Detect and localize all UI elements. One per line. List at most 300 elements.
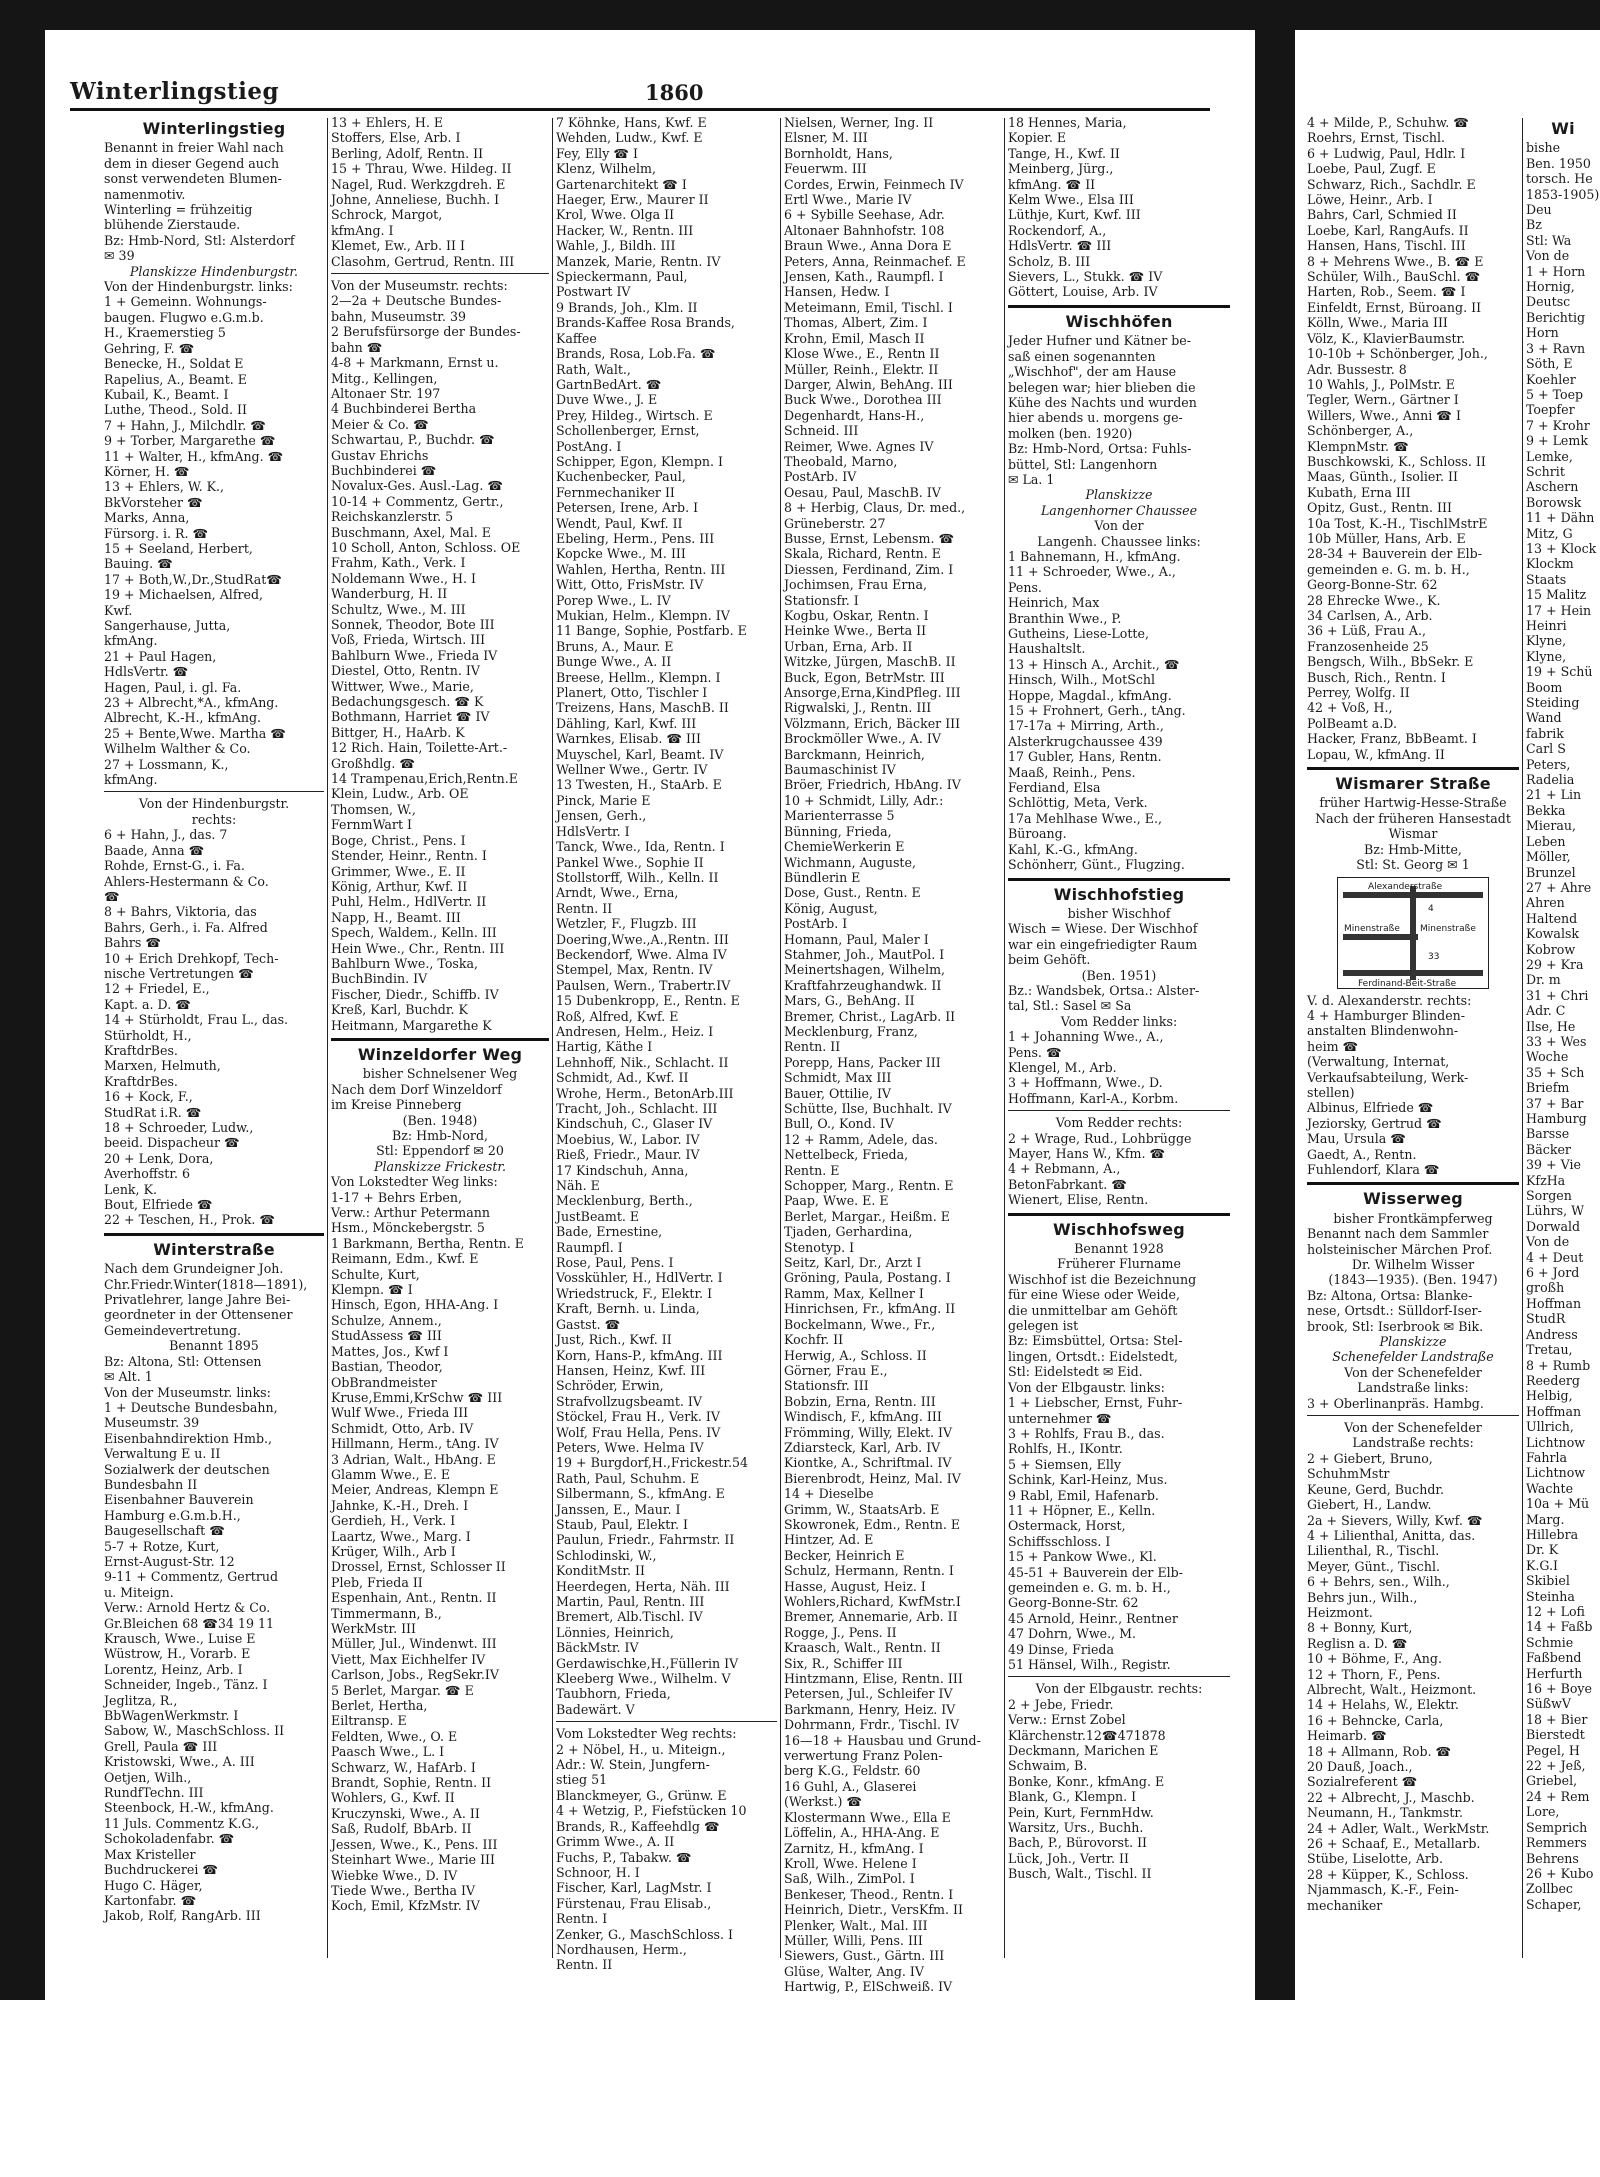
directory-entry: Hillmann, Herm., tAng. IV	[331, 1436, 499, 1452]
directory-entry: Breese, Hellm., Klempn. I	[556, 669, 721, 685]
directory-entry: 9-11 + Commentz, Gertrud	[104, 1569, 279, 1585]
directory-entry: Bahrs, Carl, Schmied II	[1307, 207, 1457, 223]
directory-entry: Clasohm, Gertrud, Rentn. III	[331, 253, 515, 269]
sketch-reference: Planskizze Frickestr.	[373, 1158, 507, 1174]
directory-entry: KlempnMstr. ☎	[1307, 438, 1409, 454]
directory-entry: Von der Schenefelder	[1344, 1420, 1482, 1436]
directory-entry: nese, Ortsdt.: Sülldorf-Iser-	[1307, 1303, 1482, 1319]
directory-entry: Lönnies, Heinrich,	[556, 1624, 674, 1640]
directory-entry: 12 + Friedel, E.,	[104, 981, 210, 997]
directory-entry: Heinrich, Max	[1008, 595, 1100, 611]
directory-entry: Bundesbahn II	[104, 1476, 198, 1492]
directory-entry: beim Gehöft.	[1008, 952, 1091, 968]
directory-entry: Von de	[1526, 1234, 1570, 1250]
directory-entry: mechaniker	[1307, 1897, 1383, 1913]
column-divider	[1004, 118, 1005, 1958]
directory-entry: bisher Schnelsener Weg	[362, 1066, 518, 1082]
directory-entry: Homann, Paul, Maler I	[784, 931, 929, 947]
directory-entry: Wellner Wwe., Gertr. IV	[556, 762, 708, 778]
directory-entry: Kopier. E	[1008, 130, 1067, 146]
directory-entry: Klenz, Wilhelm,	[556, 161, 656, 177]
map-street-label: Minenstraße	[1344, 923, 1400, 934]
directory-entry: Hugo C. Häger,	[104, 1877, 203, 1893]
directory-entry: Porep Wwe., L. IV	[556, 592, 671, 608]
directory-entry: 15 + Thrau, Wwe. Hildeg. II	[331, 161, 512, 177]
directory-entry: berg K.G., Feldstr. 60	[784, 1763, 921, 1779]
directory-entry: Von der Elbgaustr. links:	[1008, 1379, 1165, 1395]
directory-entry: 14 + Helahs, W., Elektr.	[1307, 1697, 1459, 1713]
directory-entry: Remmers	[1526, 1835, 1587, 1851]
directory-entry: Barkmann, Henry, Heiz. IV	[784, 1701, 956, 1717]
directory-entry: Wahlen, Hertha, Rentn. III	[556, 561, 726, 577]
directory-entry: Fischer, Karl, LagMstr. I	[556, 1880, 712, 1896]
directory-entry: Beckendorf, Wwe. Alma IV	[556, 946, 727, 962]
directory-entry: Berlet, Hertha,	[331, 1698, 428, 1714]
directory-entry: 18 Hennes, Maria,	[1008, 115, 1127, 130]
directory-entry: Von der Museumstr. rechts:	[331, 278, 508, 294]
directory-entry: Hein Wwe., Chr., Rentn. III	[331, 940, 505, 956]
directory-entry: Schopper, Marg., Rentn. E	[784, 1178, 954, 1194]
directory-entry: Witzke, Jürgen, MaschB. II	[784, 654, 956, 670]
directory-entry: Schönberger, A.,	[1307, 423, 1414, 439]
directory-entry: Zollbec	[1526, 1881, 1573, 1897]
directory-entry: 25 + Bente,Wwe. Martha ☎	[104, 725, 286, 741]
directory-entry: 2a + Sievers, Willy, Kwf. ☎	[1307, 1512, 1483, 1528]
directory-entry: SchuhmMstr	[1307, 1466, 1390, 1482]
directory-entry: 11 + Schroeder, Wwe., A.,	[1008, 564, 1176, 580]
directory-entry: verwertung Franz Polen-	[784, 1748, 943, 1764]
directory-entry: Fahrla	[1526, 1449, 1568, 1465]
directory-entry: im Kreise Pinneberg	[331, 1097, 462, 1113]
directory-entry: 6 + Hahn, J., das. 7	[104, 827, 228, 843]
directory-entry: Keune, Gerd, Buchdr.	[1307, 1481, 1445, 1497]
directory-entry: Schmie	[1526, 1634, 1574, 1650]
directory-entry: Buchdruckerei ☎	[104, 1862, 219, 1878]
directory-entry: Bull, O., Kond. IV	[784, 1116, 894, 1132]
directory-entry: 4-8 + Markmann, Ernst u.	[331, 355, 499, 371]
directory-entry: holsteinischer Märchen Prof.	[1307, 1241, 1493, 1257]
directory-entry: Nielsen, Werner, Ing. II	[784, 115, 934, 130]
directory-entry: Steenbock, H.-W., kfmAng.	[104, 1800, 274, 1816]
directory-entry: Duve Wwe., J. E	[556, 392, 658, 408]
directory-entry: 4 + Rebmann, A.,	[1008, 1161, 1121, 1177]
directory-entry: Kraasch, Walt., Rentn. II	[784, 1640, 941, 1656]
directory-entry: Hoffman	[1526, 1295, 1582, 1311]
directory-entry: Noldemann Wwe., H. I	[331, 570, 476, 586]
directory-entry: Pegel, H	[1526, 1742, 1580, 1758]
directory-entry: Völz, K., KlavierBaumstr.	[1307, 330, 1466, 346]
column-divider	[780, 118, 781, 1958]
directory-entry: 1 Barkmann, Bertha, Rentn. E	[331, 1235, 524, 1251]
directory-entry: Grimmer, Wwe., E. II	[331, 863, 466, 879]
directory-entry: beeid. Dispacheur ☎	[104, 1135, 240, 1151]
directory-entry: Schneider, Ingeb., Tänz. I	[104, 1677, 268, 1693]
directory-entry: Napp, H., Beamt. III	[331, 909, 461, 925]
directory-entry: Schmidt, Max III	[784, 1070, 892, 1086]
directory-entry: 28 + Küpper, K., Schloss.	[1307, 1866, 1469, 1882]
directory-entry: Heerdegen, Herta, Näh. III	[556, 1578, 730, 1594]
directory-entry: Verw.: Arthur Petermann	[331, 1205, 490, 1221]
directory-entry: Rohlfs, H., IKontr.	[1008, 1441, 1123, 1457]
directory-entry: Fernmechaniker II	[556, 484, 675, 500]
directory-entry: Sorgen	[1526, 1188, 1572, 1204]
section-divider	[1307, 1182, 1519, 1185]
directory-entry: Behrs jun., Wilh.,	[1307, 1589, 1418, 1605]
directory-entry: 8 + Rumb	[1526, 1357, 1591, 1373]
directory-entry: namenmotiv.	[104, 186, 186, 202]
directory-entry: Dorwald	[1526, 1218, 1581, 1234]
directory-entry: Rapelius, A., Beamt. E	[104, 371, 247, 387]
directory-entry: belegen war; hier blieben die	[1008, 379, 1196, 395]
directory-entry: Ramm, Max, Kellner I	[784, 1285, 924, 1301]
directory-entry: torsch. He	[1526, 171, 1593, 187]
directory-entry: Kopcke Wwe., M. III	[556, 546, 686, 562]
directory-entry: Ebeling, Herm., Pens. III	[556, 530, 715, 546]
directory-entry: Bekka	[1526, 802, 1566, 818]
directory-entry: Nach dem Grundeigner Joh.	[104, 1261, 284, 1277]
directory-entry: rechts:	[191, 811, 237, 827]
directory-entry: Wüstrow, H., Vorarb. E	[104, 1646, 251, 1662]
directory-entry: Just, Rich., Kwf. II	[556, 1332, 672, 1348]
page-number: 1860	[645, 80, 704, 105]
directory-entry: K.G.I	[1526, 1557, 1559, 1573]
directory-entry: 45-51 + Bauverein der Elb-	[1008, 1564, 1183, 1580]
directory-entry: 17 + Both,W.,Dr.,StudRat☎	[104, 571, 282, 587]
directory-entry: Dohrmann, Frdr., Tischl. IV	[784, 1717, 960, 1733]
directory-entry: 16—18 + Hausbau und Grund-	[784, 1732, 981, 1748]
directory-entry: Bz: Hmb-Nord, Stl: Alsterdorf	[104, 232, 295, 248]
directory-entry: 16 Guhl, A., Glaserei	[784, 1778, 917, 1794]
directory-entry: Dose, Gust., Rentn. E	[784, 885, 921, 901]
directory-entry: Thomas, Albert, Zim. I	[784, 315, 928, 331]
directory-entry: Vom Lokstedter Weg rechts:	[556, 1726, 737, 1742]
directory-entry: Klemet, Ew., Arb. II I	[331, 238, 465, 254]
directory-entry: Glamm Wwe., E. E	[331, 1466, 451, 1482]
directory-entry: Siewers, Gust., Gärtn. III	[784, 1948, 945, 1964]
column-6	[1307, 115, 1519, 1965]
directory-entry: 15 Dubenkropp, E., Rentn. E	[556, 993, 740, 1009]
directory-entry: Klostermann Wwe., Ella E	[784, 1809, 951, 1825]
street-sketch-map	[1337, 877, 1489, 989]
directory-entry: Privatlehrer, lange Jahre Bei-	[104, 1292, 291, 1308]
directory-entry: Tegler, Wern., Gärtner I	[1307, 392, 1459, 408]
directory-entry: Wischhof ist die Bezeichnung	[1008, 1271, 1197, 1287]
directory-entry: Gartenarchitekt ☎ I	[556, 176, 687, 192]
directory-entry: Stoffers, Else, Arb. I	[331, 130, 461, 146]
directory-entry: Alsterkrugchaussee 439	[1008, 733, 1163, 749]
directory-entry: 1 Bahnemann, H., kfmAng.	[1008, 548, 1181, 564]
directory-entry: Kühe des Nachts und wurden	[1008, 394, 1197, 410]
directory-entry: Herwig, A., Schloss. II	[784, 1347, 927, 1363]
directory-entry: Averhoffstr. 6	[104, 1166, 190, 1182]
directory-entry: 17-17a + Mirring, Arth.,	[1008, 718, 1164, 734]
directory-entry: Marienterrasse 5	[784, 808, 895, 824]
directory-entry: 31 + Chri	[1526, 987, 1589, 1003]
directory-entry: 26 + Kubo	[1526, 1865, 1594, 1881]
directory-entry: Stempel, Max, Rentn. IV	[556, 962, 713, 978]
directory-entry: StudAssess ☎ III	[331, 1328, 442, 1344]
directory-entry: 21 + Paul Hagen,	[104, 648, 217, 664]
directory-entry: 7 + Hahn, J., Milchdlr. ☎	[104, 417, 266, 433]
directory-entry: 28 Ehrecke Wwe., K.	[1307, 592, 1441, 608]
directory-entry: Adr.: W. Stein, Jungfern-	[556, 1757, 710, 1773]
directory-entry: Langenh. Chaussee links:	[1037, 533, 1201, 549]
directory-entry: Benkeser, Theod., Rentn. I	[784, 1886, 954, 1902]
directory-entry: Lüthje, Kurt, Kwf. III	[1008, 207, 1141, 223]
directory-entry: Nordhausen, Herm.,	[556, 1941, 687, 1957]
directory-entry: Oetjen, Wilh.,	[104, 1769, 192, 1785]
directory-entry: heim ☎	[1307, 1038, 1359, 1054]
directory-entry: Grimm, W., StaatsArb. E	[784, 1501, 940, 1517]
directory-entry: 14 + Faßb	[1526, 1619, 1593, 1635]
directory-entry: Pleb, Frieda II	[331, 1574, 423, 1590]
directory-entry: Petersen, Jul., Schleifer IV	[784, 1686, 953, 1702]
directory-entry: Reimann, Edm., Kwf. E	[331, 1251, 479, 1267]
directory-entry: Willers, Wwe., Anni ☎ I	[1307, 407, 1461, 423]
directory-entry: Verwaltung E u. II	[104, 1446, 221, 1462]
directory-entry: Jeder Hufner und Kätner be-	[1008, 333, 1192, 349]
directory-entry: Stahmer, Joh., MautPol. I	[784, 946, 945, 962]
directory-entry: Briefm	[1526, 1080, 1570, 1096]
directory-entry: Ben. 1950	[1526, 155, 1591, 171]
directory-entry: Müller, Reinh., Elektr. II	[784, 361, 939, 377]
book-gutter	[1255, 0, 1295, 2000]
directory-entry: Prey, Hildeg., Wirtsch. E	[556, 407, 713, 423]
directory-entry: 17 Kindschuh, Anna,	[556, 1162, 689, 1178]
directory-entry: Schink, Karl-Heinz, Mus.	[1008, 1472, 1168, 1488]
directory-entry: Buchbinderei ☎	[331, 462, 437, 478]
directory-entry: 11 Juls. Commentz K.G.,	[104, 1815, 260, 1831]
directory-entry: Klyne,	[1526, 633, 1567, 649]
directory-entry: Jochimsen, Frau Erna,	[784, 577, 928, 593]
directory-entry: Perrey, Wolfg. II	[1307, 685, 1410, 701]
directory-entry: Saß, Rudolf, BbArb. II	[331, 1821, 472, 1837]
directory-entry: Paulsen, Wern., Trabertr.IV	[556, 977, 731, 993]
directory-entry: Vosskühler, H., HdlVertr. I	[556, 1270, 723, 1286]
directory-entry: 24 + Adler, Walt., WerkMstr.	[1307, 1820, 1490, 1836]
directory-entry: ✉ La. 1	[1008, 471, 1055, 487]
directory-entry: Feuerwm. III	[784, 161, 867, 177]
directory-entry: 35 + Sch	[1526, 1064, 1585, 1080]
directory-entry: Jakob, Rolf, RangArb. III	[104, 1908, 261, 1924]
directory-entry: Fuchs, P., Tabakw. ☎	[556, 1849, 692, 1865]
directory-entry: Feldten, Wwe., O. E	[331, 1728, 458, 1744]
directory-entry: Aschern	[1526, 479, 1579, 495]
directory-entry: Löwe, Heinr., Arb. I	[1307, 192, 1433, 208]
directory-entry: 4 Buchbinderei Bertha	[331, 401, 477, 417]
directory-entry: Sonnek, Theodor, Bote III	[331, 617, 495, 632]
directory-entry: 10a + Mü	[1526, 1496, 1590, 1512]
directory-entry: 16 + Kock, F.,	[104, 1089, 193, 1105]
directory-entry: 12 + Lofi	[1526, 1604, 1585, 1619]
directory-entry: Barckmann, Heinrich,	[784, 746, 925, 762]
directory-entry: für eine Wiese oder Weide,	[1008, 1287, 1181, 1303]
directory-entry: Ahren	[1526, 895, 1565, 911]
directory-entry: Schaper,	[1526, 1896, 1582, 1912]
directory-entry: Mierau,	[1526, 818, 1577, 834]
directory-entry: Plenker, Walt., Mal. III	[784, 1917, 928, 1933]
directory-entry: Lehnhoff, Nik., Schlacht. II	[556, 1054, 729, 1070]
section-divider	[1008, 878, 1230, 881]
directory-entry: Kelm Wwe., Elsa III	[1008, 192, 1134, 208]
directory-entry: Helbig,	[1526, 1388, 1573, 1404]
directory-entry: Kruse,Emmi,KrSchw ☎ III	[331, 1389, 503, 1405]
directory-entry: Mattes, Jos., Kwf I	[331, 1343, 449, 1359]
directory-entry: Albrecht, K.-H., kfmAng.	[104, 710, 262, 726]
directory-entry: 22 + Albrecht, J., Maschb.	[1307, 1789, 1475, 1805]
directory-entry: Kiontke, A., Schriftmal. IV	[784, 1455, 952, 1471]
directory-entry: Meinberg, Jürg.,	[1008, 161, 1114, 177]
directory-entry: Kogbu, Oskar, Rentn. I	[784, 608, 929, 623]
directory-entry: Pinck, Marie E	[556, 792, 651, 808]
directory-entry: 19 + Michaelsen, Alfred,	[104, 587, 264, 603]
directory-entry: Spieckermann, Paul,	[556, 269, 688, 285]
directory-entry: Krol, Wwe. Olga II	[556, 207, 675, 223]
directory-entry: Staats	[1526, 571, 1567, 587]
directory-entry: Saß, Wilh., ZimPol. I	[784, 1871, 915, 1887]
directory-entry: Max Kristeller	[104, 1846, 196, 1862]
directory-entry: Stl: St. Georg ✉ 1	[1356, 857, 1470, 873]
column-divider	[327, 118, 328, 1958]
directory-entry: Janssen, E., Maur. I	[556, 1501, 681, 1517]
directory-entry: Maaß, Reinh., Pens.	[1008, 764, 1136, 780]
directory-entry: Grüneberstr. 27	[784, 515, 886, 531]
directory-entry: Bünning, Frieda,	[784, 823, 892, 839]
directory-entry: Steinha	[1526, 1588, 1575, 1604]
directory-entry: Hinsch, Egon, HHA-Ang. I	[331, 1297, 499, 1313]
directory-entry: Wachte	[1526, 1480, 1574, 1496]
directory-entry: Silbermann, S., kfmAng. E	[556, 1486, 725, 1502]
directory-entry: Jessen, Wwe., K., Pens. III	[331, 1836, 498, 1852]
directory-entry: Von Lokstedter Weg links:	[331, 1174, 498, 1190]
directory-entry: Rath, Walt.,	[556, 361, 631, 377]
directory-entry: 6 + Ludwig, Paul, Hdlr. I	[1307, 145, 1466, 161]
directory-entry: bishe	[1526, 140, 1561, 156]
directory-entry: früher Hartwig-Hesse-Straße	[1319, 795, 1507, 811]
directory-entry: Bockelmann, Wwe., Fr.,	[784, 1316, 936, 1332]
directory-entry: Eisenbahner Bauverein	[104, 1492, 254, 1508]
directory-entry: Bornholdt, Hans,	[784, 145, 893, 161]
directory-entry: lingen, Ortsdt.: Eidelstedt,	[1008, 1348, 1178, 1364]
directory-entry: König, Arthur, Kwf. II	[331, 878, 468, 894]
directory-entry: fabrik	[1526, 725, 1564, 741]
directory-entry: Benecke, H., Soldat E	[104, 356, 244, 372]
directory-entry: Six, R., Schiffer III	[784, 1655, 903, 1671]
directory-entry: Lopau, W., kfmAng. II	[1307, 746, 1445, 762]
section-divider	[331, 273, 549, 274]
directory-entry: Kristowski, Wwe., A. III	[104, 1754, 255, 1770]
directory-entry: Krüger, Wilh., Arb I	[331, 1543, 456, 1559]
directory-entry: gelegen ist	[1008, 1318, 1079, 1334]
directory-entry: Brandt, Sophie, Rentn. II	[331, 1775, 492, 1791]
section-divider	[1008, 305, 1230, 308]
directory-entry: Mayer, Hans W., Kfm. ☎	[1008, 1146, 1166, 1161]
directory-entry: Darger, Alwin, BehAng. III	[784, 376, 953, 392]
directory-entry: 3 + Oberlinanpräs. Hambg.	[1307, 1395, 1484, 1411]
directory-entry: Sievers, L., Stukk. ☎ IV	[1008, 269, 1163, 285]
directory-entry: Brunzel	[1526, 864, 1576, 880]
directory-entry: Theobald, Marno,	[784, 453, 898, 469]
directory-entry: Voß, Frieda, Wirtsch. III	[331, 632, 486, 648]
directory-entry: Heinri	[1526, 618, 1567, 633]
directory-entry: Rose, Paul, Pens. I	[556, 1255, 674, 1271]
directory-entry: Schulze, Annem.,	[331, 1312, 442, 1328]
directory-entry: Fischer, Diedr., Schiffb. IV	[331, 986, 499, 1002]
directory-entry: 15 Malitz	[1526, 587, 1587, 603]
directory-entry: FernmWart I	[331, 817, 412, 833]
directory-entry: Thomsen, W.,	[331, 801, 416, 817]
directory-entry: 13 + Ehlers, W. K.,	[104, 479, 225, 495]
column-divider	[552, 118, 553, 1958]
directory-entry: Muyschel, Karl, Beamt. IV	[556, 746, 724, 762]
directory-entry: Kroll, Wwe. Helene I	[784, 1855, 917, 1871]
directory-entry: Verkaufsabteilung, Werk-	[1307, 1069, 1469, 1085]
directory-entry: Busse, Ernst, Lebensm. ☎	[784, 530, 955, 546]
directory-entry: 3 + Rohlfs, Frau B., das.	[1008, 1425, 1165, 1441]
directory-entry: Landstraße links:	[1357, 1380, 1469, 1396]
directory-entry: Bremer, Annemarie, Arb. II	[784, 1609, 958, 1625]
directory-entry: König, August,	[784, 900, 878, 916]
directory-entry: Meteimann, Emil, Tischl. I	[784, 299, 953, 315]
directory-entry: Nettelbeck, Frieda,	[784, 1147, 909, 1163]
directory-entry: war ein eingefriedigter Raum	[1008, 936, 1198, 952]
sketch-reference: Planskizze	[1085, 487, 1153, 503]
directory-entry: Urban, Erna, Arb. II	[784, 638, 913, 654]
directory-entry: Stl: Wa	[1526, 232, 1572, 248]
directory-entry: Harten, Rob., Seem. ☎ I	[1307, 284, 1466, 300]
directory-entry: Dähling, Karl, Kwf. III	[556, 715, 697, 731]
directory-entry: Lichtnow	[1526, 1434, 1586, 1450]
header-rule	[70, 108, 1210, 111]
map-house-number: 4	[1428, 903, 1434, 914]
directory-entry: Löffelin, A., HHA-Ang. E	[784, 1825, 940, 1841]
running-head: Winterlingstieg	[70, 78, 280, 105]
directory-entry: 49 Dinse, Frieda	[1008, 1641, 1114, 1657]
directory-entry: Hinsch, Wilh., MotSchl	[1008, 672, 1156, 688]
directory-entry: Schrit	[1526, 463, 1565, 479]
directory-entry: Klempn. ☎ I	[331, 1282, 413, 1298]
directory-entry: Ahlers-Hestermann & Co.	[104, 873, 269, 889]
directory-entry: Roehrs, Ernst, Tischl.	[1307, 130, 1446, 146]
street-heading: Wisserweg	[1363, 1189, 1463, 1209]
directory-entry: Woche	[1526, 1049, 1569, 1065]
directory-entry: Pein, Kurt, FernmHdw.	[1008, 1804, 1154, 1820]
directory-entry: kfmAng.	[104, 772, 158, 788]
directory-entry: Bunge Wwe., A. II	[556, 654, 672, 670]
directory-entry: Hoffmann, Karl-A., Korbm.	[1008, 1090, 1179, 1106]
directory-entry: Sozialreferent ☎	[1307, 1774, 1418, 1790]
directory-entry: büttel, Stl: Langenhorn	[1008, 456, 1158, 472]
directory-entry: H., Kraemerstieg 5	[104, 325, 226, 341]
directory-entry: Schütte, Ilse, Buchhalt. IV	[784, 1101, 952, 1116]
directory-entry: 3 + Hoffmann, Wwe., D.	[1008, 1075, 1163, 1091]
directory-entry: Spech, Waldem., Kelln. III	[331, 925, 497, 941]
directory-entry: Gröning, Paula, Postang. I	[784, 1270, 951, 1286]
directory-entry: Bauing. ☎	[104, 556, 173, 572]
directory-entry: 14 Trampenau,Erich,Rentn.E	[331, 771, 518, 787]
directory-entry: Peters,	[1526, 756, 1571, 772]
directory-entry: ChemieWerkerin E	[784, 839, 905, 855]
directory-entry: Bäcker	[1526, 1141, 1571, 1157]
directory-entry: BuchBindin. IV	[331, 971, 428, 987]
directory-entry: Chr.Friedr.Winter(1818—1891),	[104, 1276, 308, 1292]
directory-entry: Meier, Andreas, Klempn E	[331, 1482, 499, 1498]
directory-entry: HdlsVertr. ☎	[104, 664, 189, 680]
directory-entry: Schiffsschloss. I	[1008, 1533, 1111, 1549]
directory-entry: Ferdiand, Elsa	[1008, 780, 1101, 796]
directory-entry: Stübe, Liselotte, Arb.	[1307, 1851, 1443, 1867]
directory-entry: Tiede Wwe., Bertha IV	[331, 1882, 476, 1898]
